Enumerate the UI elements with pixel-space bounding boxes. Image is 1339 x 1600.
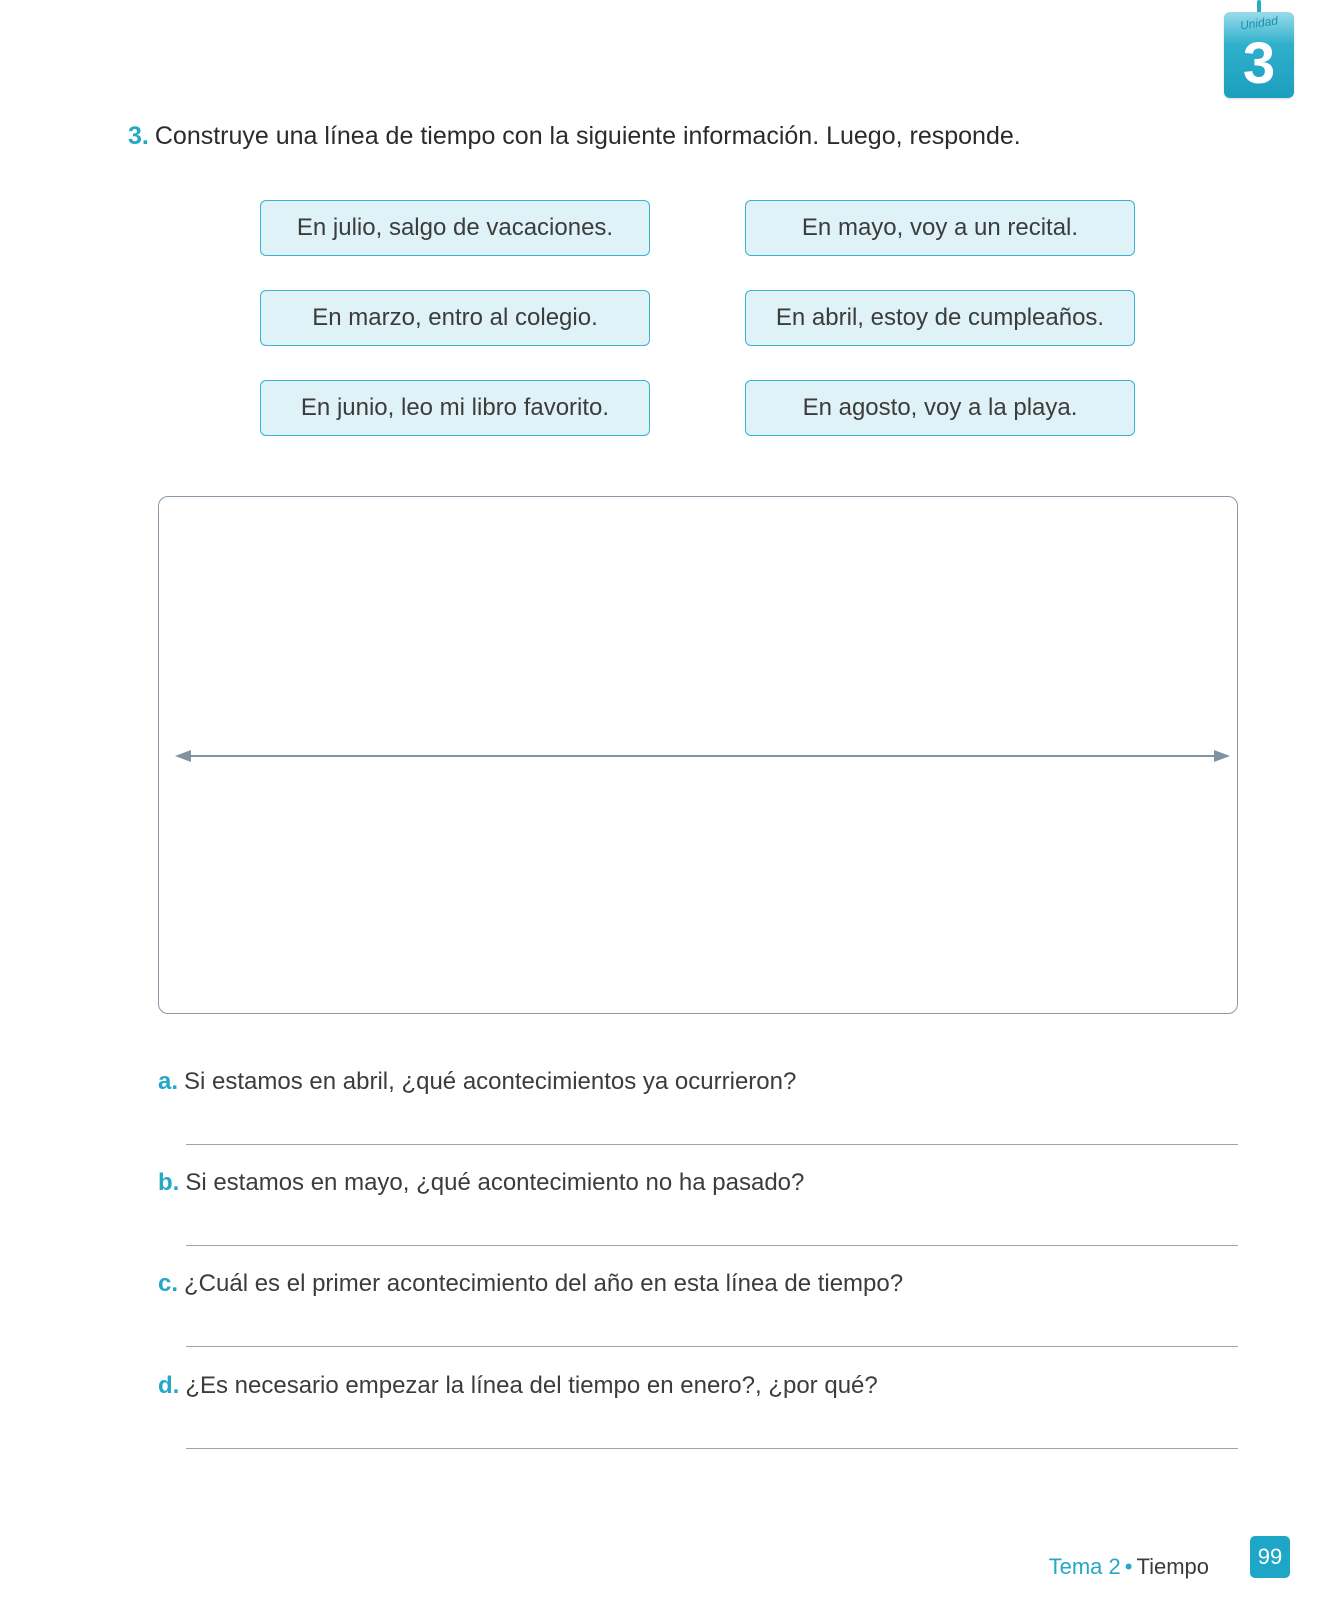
sub-question	[158, 1068, 796, 1096]
event-box: En julio, salgo de vacaciones.	[260, 200, 650, 256]
arrow-right-icon	[1214, 750, 1230, 762]
page-number: 99	[1250, 1536, 1290, 1578]
sub-question-text: ¿Cuál es el primer acontecimiento del año en esta línea de tiempo?	[184, 1270, 904, 1297]
sub-question-text: ¿Es necesario empezar la línea del tiempo en enero?, ¿por qué?	[185, 1372, 878, 1399]
sub-question-text: Si estamos en abril, ¿qué acontecimientos ya ocurrieron?	[184, 1068, 797, 1095]
timeline-arrow	[175, 744, 1230, 768]
event-box: En junio, leo mi libro favorito.	[260, 380, 650, 436]
sub-question-letter: c.	[158, 1270, 179, 1297]
sub-question-text: Si estamos en mayo, ¿qué acontecimiento no ha pasado?	[185, 1169, 805, 1196]
event-box: En mayo, voy a un recital.	[745, 200, 1135, 256]
footer-separator: •	[1124, 1554, 1133, 1579]
unit-tab	[1224, 0, 1294, 100]
answer-line[interactable]	[186, 1144, 1238, 1145]
event-box: En agosto, voy a la playa.	[745, 380, 1135, 436]
sub-question	[158, 1270, 903, 1298]
footer-tema: Tema 2	[1048, 1554, 1121, 1579]
unit-label: Unidad	[1239, 13, 1279, 33]
sub-question	[158, 1372, 878, 1400]
arrow-left-icon	[175, 750, 191, 762]
sub-question	[158, 1169, 804, 1197]
event-box: En marzo, entro al colegio.	[260, 290, 650, 346]
sub-question-letter: b.	[158, 1169, 180, 1196]
sub-question-letter: a.	[158, 1068, 179, 1095]
answer-line[interactable]	[186, 1448, 1238, 1449]
footer-topic: Tiempo	[1136, 1554, 1209, 1579]
question-title	[128, 122, 1021, 151]
question-text: Construye una línea de tiempo con la siguiente información. Luego, responde.	[154, 122, 1021, 150]
event-box: En abril, estoy de cumpleaños.	[745, 290, 1135, 346]
question-number: 3.	[128, 122, 149, 150]
answer-line[interactable]	[186, 1245, 1238, 1246]
unit-badge	[1224, 12, 1294, 98]
sub-question-letter: d.	[158, 1372, 180, 1399]
answer-line[interactable]	[186, 1346, 1238, 1347]
footer	[1049, 1554, 1209, 1580]
unit-number: 3	[1242, 31, 1276, 96]
